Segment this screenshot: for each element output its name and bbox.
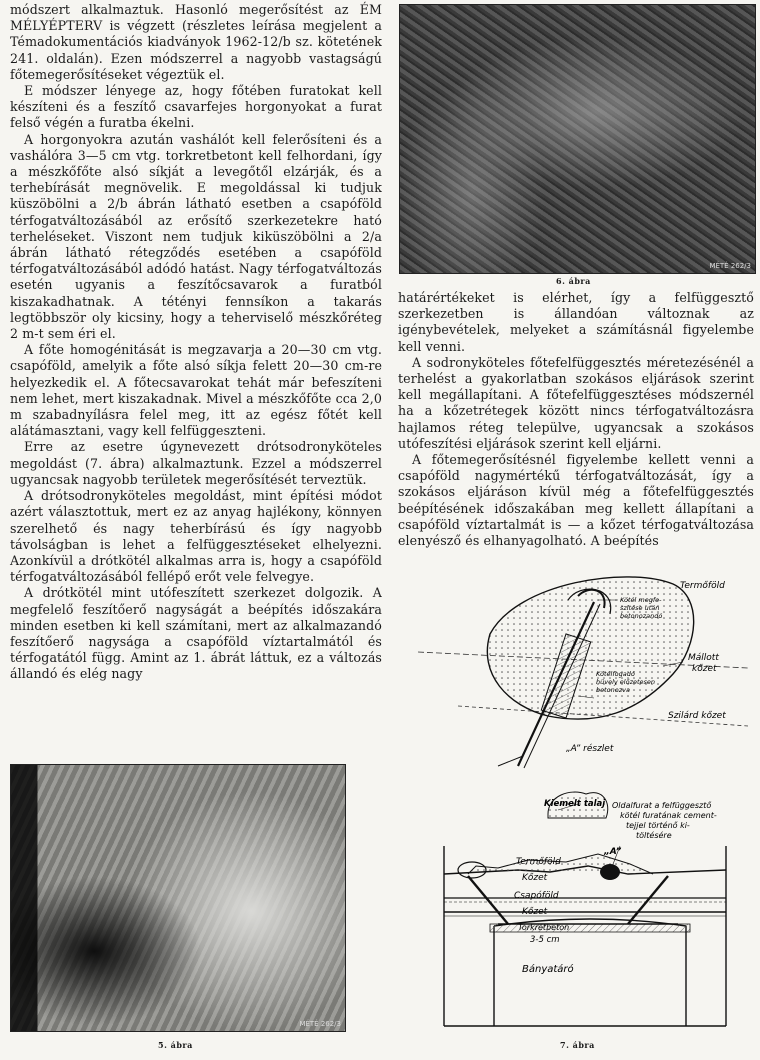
label-thickness: 3-5 cm bbox=[530, 935, 560, 945]
figure-7-drawing bbox=[398, 556, 758, 1036]
figure-6-caption: 6. ábra bbox=[556, 276, 591, 286]
label-mallott-1: Mállott bbox=[688, 653, 719, 663]
paragraph: A drótsodronyköteles megoldást, mint építési módot azért választottuk, mert ez az anyag hajlékony, könnyen szerelhető és nagy teherbírású és így nagyobb távolságban is lehet a felfüggesztéseket elhelyezni. Azonkívül a drótkötél alkalmas arra is, hogy a csapóföld térfogatváltozásából fellépő erőt vele felvegye. bbox=[10, 488, 382, 585]
paragraph: A horgonyokra azután vashálót kell felerősíteni és a vashálóra 3—5 cm vtg. torkretbetont kell felhordani, így a mészkőfőte alsó síkját a levegőtől elzárják, és a terhebírását megnövelik. E megoldással ki tudjuk küszöbölni a 2/b ábrán látható esetben a csapóföld térfogatváltozásából az erősítő szerkezetekre ható terheléseket. Viszont nem tudjuk kiküszöbölni a 2/a ábrán látható rétegződés esetében a csapóföld térfogatváltozásából adódó hatást. Nagy térfogatváltozás esetén ugyanis a feszítőcsavarok a furatból kiszakadhatnak. A tétényi fennsíkon a takarás legtöbbször oly kicsiny, hogy a teherviselő mészkőréteg 2 m-t sem éri el. bbox=[10, 131, 382, 342]
label-a-mark: „A” bbox=[604, 847, 622, 857]
paragraph: határértékeket is elérhet, így a felfüggesztő szerkezetben is állandóan változnak az igénybevételek, melyeket a számításnál figyelembe kell venni. bbox=[398, 290, 754, 354]
label-kozet-1: Kőzet bbox=[522, 873, 548, 883]
figure-7-caption: 7. ábra bbox=[560, 1040, 595, 1050]
label-cement-note-2: szítése után bbox=[620, 604, 660, 612]
paragraph: Erre az esetre úgynevezett drótsodronyköteles megoldást (7. ábra) alkalmaztunk. Ezzel a módszerrel ugyancsak nagyobb területek megerősítését terveztük. bbox=[10, 439, 382, 487]
label-reszlet: „A” részlet bbox=[566, 744, 614, 754]
label-csapofold: Csapóföld bbox=[514, 891, 559, 901]
label-sleeve-1: Kötélfogadó bbox=[596, 670, 635, 678]
label-oldalfurat-1: Oldalfurat a felfüggesztő bbox=[612, 801, 712, 810]
paragraph: A drótkötél mint utófeszített szerkezet dolgozik. A megfelelő feszítőerő nagyságát a beépítés időszakára minden esetben ki kell számítani, mert az alkalmazandó feszítőerő nagysága a csapóföld víztartalmától és térfogatától függ. Amint az 1. ábrát láttuk, ez a változás állandó és elég nagy bbox=[10, 585, 382, 682]
label-cement-note-3: betonozandó bbox=[620, 612, 663, 620]
label-oldalfurat-3: tejjel történő ki- bbox=[626, 821, 690, 830]
label-mallott-2: kőzet bbox=[692, 664, 717, 674]
figure-6-photo bbox=[399, 4, 756, 274]
paragraph: A sodronyköteles főtefelfüggesztés méretezésénél a terhelést a gyakorlatban szokásos eljárások szerint kell megállapítani. A főtefelfüggesztéses módszernél ha a kőzetrétegek között nincs térfogatváltozásra hajlamos réteg települve, ugyancsak a szokásos utófeszítési eljárások szerint kell eljárni. bbox=[398, 354, 754, 451]
paragraph: módszert alkalmaztuk. Hasonló megerősítést az ÉM MÉLYÉPTERV is végzett (részletes leírása megjelent a Témadokumentációs kiadványok 1962-12/b sz. kötetének 241. oldalán). Ezen módszerrel a nagyobb vastagságú főtemegerősítéseket végeztük el. bbox=[10, 2, 382, 82]
paragraph: E módszer lényege az, hogy főtében furatokat kell készíteni és a feszítő csavarfejes horgonyokat a furat felső végén a furatba ékelni. bbox=[10, 83, 382, 131]
label-kiemelt-talaj: Kiemelt talaj bbox=[544, 799, 606, 809]
label-termofold-section: Termőföld bbox=[516, 857, 561, 867]
label-kozet-2: Kőzet bbox=[522, 907, 548, 917]
label-banyatarto: Bányatáró bbox=[522, 964, 574, 975]
left-text-column bbox=[10, 2, 382, 683]
paragraph: A főtemegerősítésnél figyelembe kellett venni a csapóföld nagymértékű térfogatváltozását, így a szokásos eljáráson kívül még a főtefelfüggesztés beépítésének időszakában meg kellett állapítani a csapóföld víztartalmát is — a kőzet térfogatváltozása elenyésző és elhanyagolható. A beépítés bbox=[398, 452, 754, 549]
figure-5-photo bbox=[10, 764, 346, 1032]
label-szilard: Szilárd kőzet bbox=[668, 711, 726, 721]
label-sleeve-3: betonozva bbox=[596, 686, 630, 694]
label-oldalfurat-2: kötél furatának cement- bbox=[620, 811, 717, 820]
label-oldalfurat-4: töltésére bbox=[636, 831, 672, 840]
label-termofold-detail: Termőföld bbox=[680, 581, 725, 591]
label-torkretbeton: Torkrétbeton bbox=[518, 923, 570, 932]
photo-tag: MÉTÉ 262/3 bbox=[709, 262, 751, 270]
figure-5-caption: 5. ábra bbox=[158, 1040, 193, 1050]
label-sleeve-2: hüvely előzetesen bbox=[596, 678, 656, 686]
right-text-column bbox=[398, 290, 754, 549]
paragraph: A főte homogénitását is megzavarja a 20—30 cm vtg. csapóföld, amelyik a főte alsó síkja felett 20—30 cm-re helyezkedik el. A főtecsavarokat tehát már befeszíteni nem lehet, mert kiszakadnak. Mivel a mészkőfőte cca 2,0 m szabadnyílásra felel meg, itt az egész főtét kell alátámasztani, vagy kell felfüggeszteni. bbox=[10, 342, 382, 439]
photo-tag: MÉTÉ 262/3 bbox=[299, 1020, 341, 1028]
label-cement-note-1: Kötél megfe- bbox=[620, 596, 662, 604]
